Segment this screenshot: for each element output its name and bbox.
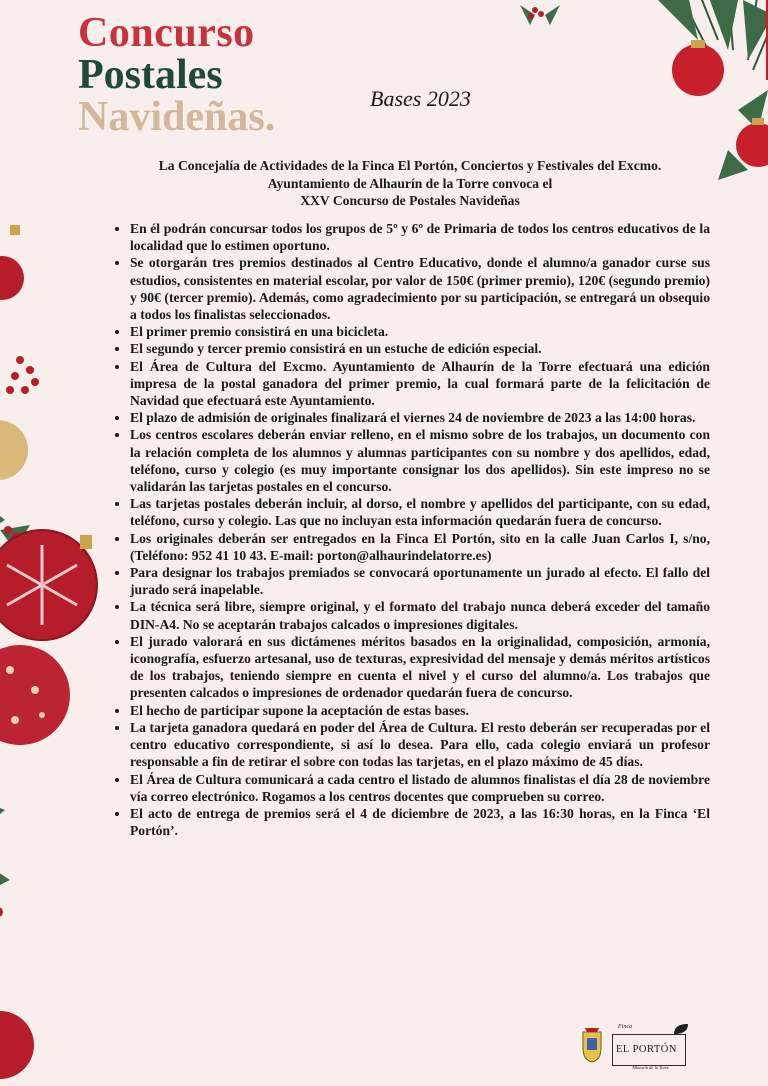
bases-subtitle: Bases 2023 [370, 86, 471, 111]
title-line-postales: Postales [78, 52, 223, 98]
intro-line: La Concejalía de Actividades de la Finca El Portón, Conciertos y Festivales del Excmo. [158, 158, 662, 173]
rules-list [112, 220, 710, 839]
title-line-concurso: Concurso [78, 10, 255, 56]
rule-item: • El Área de Cultura del Excmo. Ayuntamiento de Alhaurín de la Torre efectuará una edición impresa de la postal ganadora del primer premio, la cual formará parte de la felicitación de Navidad que efectuará este Ayuntamiento. [130, 358, 710, 410]
rule-item: • En él podrán concursar todos los grupos de 5º y 6º de Primaria de todos los centros educativos de la localidad que lo estimen oportuno. [130, 220, 710, 254]
logo-subtitle: Alhaurín de la Torre [632, 1065, 669, 1070]
rule-item: • Para designar los trabajos premiados se convocará oportunamente un jurado al efecto. El fallo del jurado será inapelable. [130, 564, 710, 598]
coat-of-arms-icon [580, 1026, 604, 1064]
el-porton-logo-text: EL PORTÓN [616, 1044, 677, 1055]
intro-line: XXV Concurso de Postales Navideñas [300, 193, 520, 208]
rule-item: • Las tarjetas postales deberán incluir, al dorso, el nombre y apellidos del participante, con su edad, teléfono, curso y colegio. Las que no incluyan esta información quedarán fuera de concurso. [130, 495, 710, 529]
rule-item: • La técnica será libre, siempre original, y el formato del trabajo nunca deberá exceder del tamaño DIN-A4. No se aceptarán trabajos calcados o impresiones digitales. [130, 598, 710, 632]
rule-item: • El acto de entrega de premios será el 4 de diciembre de 2023, a las 16:30 horas, en la Finca ‘El Portón’. [130, 805, 710, 839]
footer-logos [580, 1022, 700, 1072]
title-line-navidenas: Navideñas. [78, 94, 276, 140]
intro-paragraph [100, 157, 720, 210]
rule-item: • El jurado valorará en sus dictámenes méritos basados en la originalidad, composición, armonía, iconografía, esfuerzo artesanal, uso de texturas, expresividad del mensaje y demás méritos artísticos de los trabajos, teniendo siempre en cuenta el nivel y el curso del alumno/a. Los trabajos que presenten calcados o impresiones de ordenador quedarán fuera de concurso. [130, 633, 710, 702]
rule-item: • El primer premio consistirá en una bicicleta. [130, 323, 710, 340]
rule-item: • Los originales deberán ser entregados en la Finca El Portón, sito en la calle Juan Carlos I, s/no, (Teléfono: 952 41 10 43. E-mail: porton@alhaurindelatorre.es) [130, 530, 710, 564]
rule-item: • Se otorgarán tres premios destinados al Centro Educativo, donde el alumno/a ganador curse sus estudios, consistentes en material escolar, por valor de 150€ (primer premio), 120€ (segundo premio) y 90€ (tercer premio). Además, como agradecimiento por su participación, se entregará un obsequio a todos los finalistas seleccionados. [130, 254, 710, 323]
rule-item: • Los centros escolares deberán enviar relleno, en el mismo sobre de los trabajos, un documento con la relación completa de los alumnos y alumnas participantes con su nombre y dos apellidos, edad, teléfono, curso y colegio (es muy importante consignar los dos apellidos). Sin este impreso no se validarán las tarjetas postales en el concurso. [130, 426, 710, 495]
poster-title [78, 12, 275, 138]
logo-finca-label: Finca [618, 1024, 632, 1030]
rule-item: • El segundo y tercer premio consistirá en un estuche de edición especial. [130, 340, 710, 357]
holly-icon [515, 0, 565, 30]
rule-item: • El Área de Cultura comunicará a cada centro el listado de alumnos finalistas el día 28 de noviembre vía correo electrónico. Rogamos a los centros docentes que comprueben su correo. [130, 771, 710, 805]
ornament-garland-decoration [0, 200, 110, 1080]
intro-line: Ayuntamiento de Alhaurín de la Torre convoca el [267, 175, 553, 191]
rule-item: • El hecho de participar supone la aceptación de estas bases. [130, 702, 710, 719]
leaf-icon [672, 1022, 690, 1036]
rule-item: • El plazo de admisión de originales finalizará el viernes 24 de noviembre de 2023 a las 14:00 horas. [130, 409, 710, 426]
rule-item: • La tarjeta ganadora quedará en poder del Área de Cultura. El resto deberán ser recuperadas por el centro educativo correspondiente, si así lo desea. Para ello, cada colegio enviará un profesor responsable a fin de retirar el sobre con todas las tarjetas, en el plazo máximo de 45 días. [130, 719, 710, 771]
